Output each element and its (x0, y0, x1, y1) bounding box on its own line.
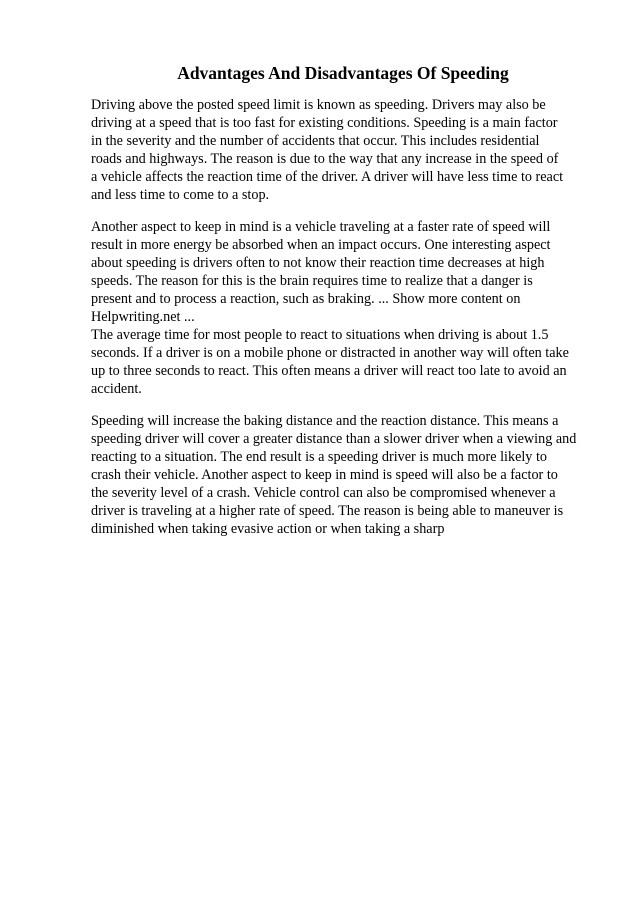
body-line: Another aspect to keep in mind is a vehicle traveling at a faster rate of speed will (91, 219, 551, 235)
body-line: Helpwriting.net ... (91, 309, 195, 325)
body-line: roads and highways. The reason is due to the way that any increase in the speed of (91, 151, 559, 167)
body-line: Driving above the posted speed limit is known as speeding. Drivers may also be (91, 97, 546, 113)
body-line: present and to process a reaction, such as braking. ... Show more content on (91, 291, 521, 307)
body-line: The average time for most people to react to situations when driving is about 1.5 (91, 327, 549, 343)
body-line: a vehicle affects the reaction time of the driver. A driver will have less time to react (91, 169, 564, 185)
body-line: crash their vehicle. Another aspect to keep in mind is speed will also be a factor to (91, 467, 558, 483)
body-line: seconds. If a driver is on a mobile phone or distracted in another way will often take (91, 345, 569, 361)
body-line: about speeding is drivers often to not know their reaction time decreases at high (91, 255, 545, 271)
body-line: and less time to come to a stop. (91, 187, 270, 203)
body-line: the severity level of a crash. Vehicle control can also be compromised whenever a (91, 485, 556, 501)
body-line: speeding driver will cover a greater distance than a slower driver when a viewing and (91, 431, 577, 447)
body-line: speeds. The reason for this is the brain requires time to realize that a danger is (91, 273, 533, 289)
body-line: driving at a speed that is too fast for existing conditions. Speeding is a main factor (91, 115, 558, 131)
body-line: accident. (91, 381, 142, 397)
body-line: up to three seconds to react. This often means a driver will react too late to avoid an (91, 363, 567, 379)
body-line: reacting to a situation. The end result is a speeding driver is much more likely to (91, 449, 547, 465)
document-title: Advantages And Disadvantages Of Speeding (177, 63, 509, 83)
body-line: driver is traveling at a higher rate of speed. The reason is being able to maneuver is (91, 503, 564, 519)
body-line: Speeding will increase the baking distance and the reaction distance. This means a (91, 413, 559, 429)
body-line: diminished when taking evasive action or when taking a sharp (91, 521, 445, 537)
body-line: in the severity and the number of accidents that occur. This includes residential (91, 133, 540, 149)
body-line: result in more energy be absorbed when an impact occurs. One interesting aspect (91, 237, 551, 253)
